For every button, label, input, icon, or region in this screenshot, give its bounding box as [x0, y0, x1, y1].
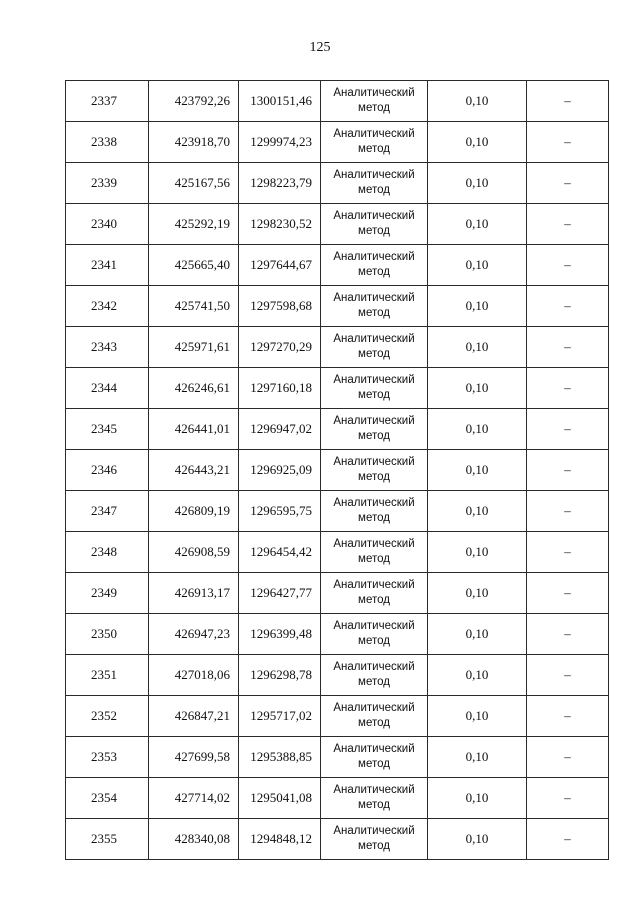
accuracy-cell: 0,10 [428, 122, 527, 163]
table-row [66, 614, 609, 655]
y-coordinate-cell: 1298223,79 [239, 163, 321, 204]
y-coordinate-cell: 1295717,02 [239, 696, 321, 737]
method-text-line: Аналитический [333, 702, 415, 714]
x-coordinate-cell: 425292,19 [149, 204, 239, 245]
method-cell [321, 368, 428, 409]
accuracy-cell: 0,10 [428, 737, 527, 778]
method-cell [321, 819, 428, 860]
accuracy-cell: 0,10 [428, 778, 527, 819]
table-row [66, 204, 609, 245]
note-cell: – [527, 655, 609, 696]
y-coordinate-cell: 1296399,48 [239, 614, 321, 655]
method-cell [321, 327, 428, 368]
method-text-line: метод [358, 512, 390, 524]
method-text-line: метод [358, 430, 390, 442]
note-cell: – [527, 409, 609, 450]
method-text-line: метод [358, 553, 390, 565]
table-row [66, 778, 609, 819]
x-coordinate-cell: 426443,21 [149, 450, 239, 491]
note-cell: – [527, 573, 609, 614]
note-cell: – [527, 696, 609, 737]
method-cell [321, 163, 428, 204]
table-row [66, 696, 609, 737]
method-text-line: метод [358, 758, 390, 770]
table-row [66, 81, 609, 122]
x-coordinate-cell: 427699,58 [149, 737, 239, 778]
accuracy-cell: 0,10 [428, 204, 527, 245]
method-text-line: Аналитический [333, 825, 415, 837]
method-text-line: Аналитический [333, 743, 415, 755]
table-row [66, 163, 609, 204]
accuracy-cell: 0,10 [428, 532, 527, 573]
method-cell [321, 778, 428, 819]
accuracy-cell: 0,10 [428, 245, 527, 286]
method-cell [321, 532, 428, 573]
method-cell [321, 573, 428, 614]
x-coordinate-cell: 428340,08 [149, 819, 239, 860]
y-coordinate-cell: 1298230,52 [239, 204, 321, 245]
table-row [66, 245, 609, 286]
y-coordinate-cell: 1295041,08 [239, 778, 321, 819]
point-number-cell: 2353 [66, 737, 149, 778]
method-text-line: метод [358, 266, 390, 278]
accuracy-cell: 0,10 [428, 450, 527, 491]
method-cell [321, 204, 428, 245]
y-coordinate-cell: 1297598,68 [239, 286, 321, 327]
point-number-cell: 2342 [66, 286, 149, 327]
method-cell [321, 122, 428, 163]
point-number-cell: 2349 [66, 573, 149, 614]
x-coordinate-cell: 426908,59 [149, 532, 239, 573]
x-coordinate-cell: 426847,21 [149, 696, 239, 737]
point-number-cell: 2352 [66, 696, 149, 737]
y-coordinate-cell: 1296947,02 [239, 409, 321, 450]
method-text-line: Аналитический [333, 374, 415, 386]
method-text-line: метод [358, 307, 390, 319]
note-cell: – [527, 245, 609, 286]
method-text-line: метод [358, 102, 390, 114]
method-cell [321, 409, 428, 450]
note-cell: – [527, 532, 609, 573]
point-number-cell: 2341 [66, 245, 149, 286]
method-text-line: метод [358, 184, 390, 196]
method-text-line: Аналитический [333, 661, 415, 673]
x-coordinate-cell: 426441,01 [149, 409, 239, 450]
accuracy-cell: 0,10 [428, 409, 527, 450]
x-coordinate-cell: 427714,02 [149, 778, 239, 819]
method-text-line: метод [358, 348, 390, 360]
x-coordinate-cell: 426947,23 [149, 614, 239, 655]
table-row [66, 491, 609, 532]
method-text-line: метод [358, 594, 390, 606]
point-number-cell: 2340 [66, 204, 149, 245]
table-row [66, 532, 609, 573]
note-cell: – [527, 286, 609, 327]
y-coordinate-cell: 1296427,77 [239, 573, 321, 614]
note-cell: – [527, 327, 609, 368]
y-coordinate-cell: 1299974,23 [239, 122, 321, 163]
method-text-line: Аналитический [333, 251, 415, 263]
accuracy-cell: 0,10 [428, 614, 527, 655]
method-text-line: метод [358, 840, 390, 852]
note-cell: – [527, 122, 609, 163]
method-cell [321, 81, 428, 122]
method-text-line: Аналитический [333, 128, 415, 140]
x-coordinate-cell: 425971,61 [149, 327, 239, 368]
method-cell [321, 696, 428, 737]
table-row [66, 737, 609, 778]
point-number-cell: 2339 [66, 163, 149, 204]
method-text-line: Аналитический [333, 292, 415, 304]
accuracy-cell: 0,10 [428, 163, 527, 204]
y-coordinate-cell: 1297270,29 [239, 327, 321, 368]
y-coordinate-cell: 1296595,75 [239, 491, 321, 532]
point-number-cell: 2345 [66, 409, 149, 450]
note-cell: – [527, 450, 609, 491]
method-text-line: метод [358, 635, 390, 647]
y-coordinate-cell: 1294848,12 [239, 819, 321, 860]
method-text-line: метод [358, 676, 390, 688]
y-coordinate-cell: 1297644,67 [239, 245, 321, 286]
point-number-cell: 2338 [66, 122, 149, 163]
x-coordinate-cell: 423792,26 [149, 81, 239, 122]
method-text-line: Аналитический [333, 415, 415, 427]
accuracy-cell: 0,10 [428, 286, 527, 327]
note-cell: – [527, 81, 609, 122]
point-number-cell: 2337 [66, 81, 149, 122]
table-row [66, 286, 609, 327]
accuracy-cell: 0,10 [428, 81, 527, 122]
point-number-cell: 2350 [66, 614, 149, 655]
accuracy-cell: 0,10 [428, 368, 527, 409]
accuracy-cell: 0,10 [428, 327, 527, 368]
note-cell: – [527, 614, 609, 655]
x-coordinate-cell: 427018,06 [149, 655, 239, 696]
method-text-line: Аналитический [333, 579, 415, 591]
method-text-line: метод [358, 717, 390, 729]
method-text-line: метод [358, 225, 390, 237]
method-text-line: метод [358, 471, 390, 483]
note-cell: – [527, 204, 609, 245]
point-number-cell: 2348 [66, 532, 149, 573]
table-body [66, 81, 609, 860]
accuracy-cell: 0,10 [428, 655, 527, 696]
method-cell [321, 737, 428, 778]
y-coordinate-cell: 1296925,09 [239, 450, 321, 491]
point-number-cell: 2343 [66, 327, 149, 368]
point-number-cell: 2354 [66, 778, 149, 819]
method-cell [321, 245, 428, 286]
note-cell: – [527, 491, 609, 532]
y-coordinate-cell: 1296298,78 [239, 655, 321, 696]
point-number-cell: 2346 [66, 450, 149, 491]
note-cell: – [527, 368, 609, 409]
method-text-line: метод [358, 389, 390, 401]
method-cell [321, 286, 428, 327]
method-cell [321, 655, 428, 696]
method-text-line: метод [358, 799, 390, 811]
page-number: 125 [309, 40, 331, 55]
method-cell [321, 450, 428, 491]
method-cell [321, 491, 428, 532]
table-row [66, 450, 609, 491]
method-text-line: Аналитический [333, 456, 415, 468]
x-coordinate-cell: 425665,40 [149, 245, 239, 286]
x-coordinate-cell: 426246,61 [149, 368, 239, 409]
method-text-line: метод [358, 143, 390, 155]
x-coordinate-cell: 425167,56 [149, 163, 239, 204]
y-coordinate-cell: 1300151,46 [239, 81, 321, 122]
method-cell [321, 614, 428, 655]
accuracy-cell: 0,10 [428, 491, 527, 532]
x-coordinate-cell: 426913,17 [149, 573, 239, 614]
point-number-cell: 2351 [66, 655, 149, 696]
method-text-line: Аналитический [333, 538, 415, 550]
y-coordinate-cell: 1295388,85 [239, 737, 321, 778]
method-text-line: Аналитический [333, 497, 415, 509]
x-coordinate-cell: 426809,19 [149, 491, 239, 532]
x-coordinate-cell: 423918,70 [149, 122, 239, 163]
table-row [66, 368, 609, 409]
coordinates-table [65, 80, 609, 860]
method-text-line: Аналитический [333, 169, 415, 181]
method-text-line: Аналитический [333, 87, 415, 99]
note-cell: – [527, 778, 609, 819]
method-text-line: Аналитический [333, 620, 415, 632]
y-coordinate-cell: 1297160,18 [239, 368, 321, 409]
table-row [66, 573, 609, 614]
point-number-cell: 2347 [66, 491, 149, 532]
note-cell: – [527, 737, 609, 778]
accuracy-cell: 0,10 [428, 696, 527, 737]
note-cell: – [527, 819, 609, 860]
method-text-line: Аналитический [333, 210, 415, 222]
table-row [66, 409, 609, 450]
table-row [66, 327, 609, 368]
table-row [66, 122, 609, 163]
point-number-cell: 2355 [66, 819, 149, 860]
accuracy-cell: 0,10 [428, 573, 527, 614]
method-text-line: Аналитический [333, 784, 415, 796]
point-number-cell: 2344 [66, 368, 149, 409]
table-row [66, 819, 609, 860]
note-cell: – [527, 163, 609, 204]
y-coordinate-cell: 1296454,42 [239, 532, 321, 573]
accuracy-cell: 0,10 [428, 819, 527, 860]
method-text-line: Аналитический [333, 333, 415, 345]
x-coordinate-cell: 425741,50 [149, 286, 239, 327]
table-row [66, 655, 609, 696]
